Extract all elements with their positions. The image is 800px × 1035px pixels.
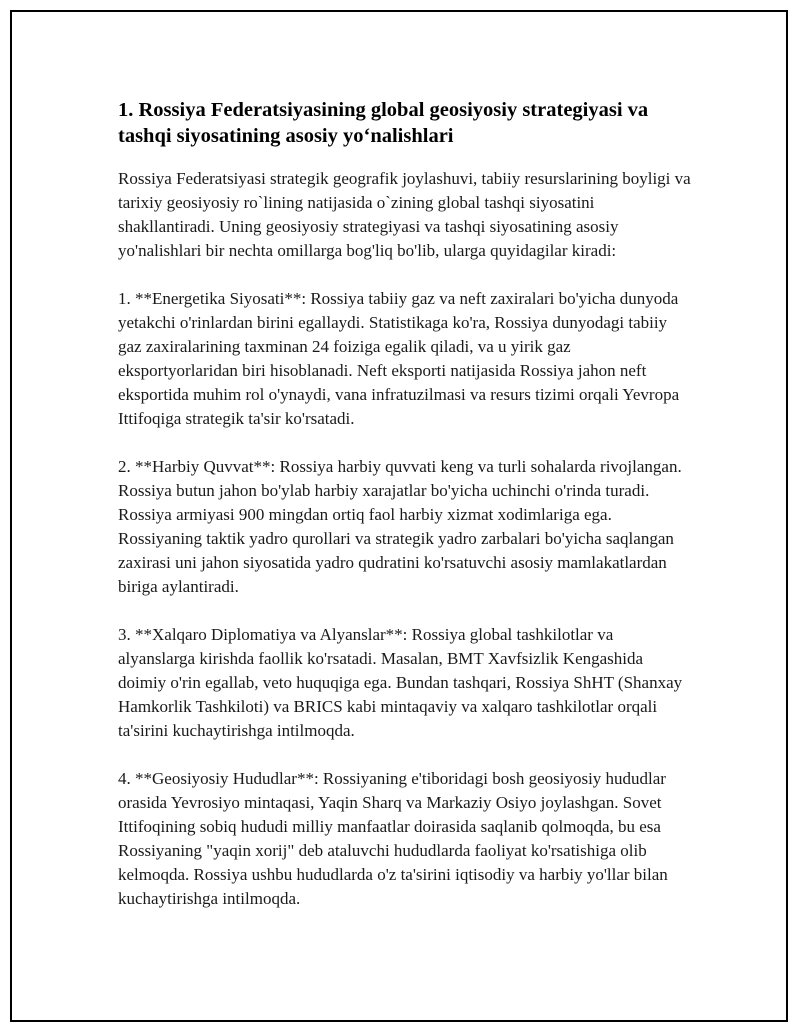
- section-heading: 1. Rossiya Federatsiyasining global geosiyosiy strategiyasi va tashqi siyosatining asosiy yo‘nalishlari: [118, 99, 649, 147]
- paragraph-military-power: 2. **Harbiy Quvvat**: Rossiya harbiy quvvati keng va turli sohalarda rivojlangan. Rossiya butun jahon bo'ylab harbiy xarajatlar bo'yicha uchinchi o'rinda turadi. Rossiya armiyasi 900 mingdan ortiq faol harbiy xizmat xodimlariga ega. Rossiyaning taktik yadro qurollari va strategik yadro zarbalari bo'yicha saqlangan zaxirasi uni jahon siyosatida yadro qudratini ko'rsatuvchi asosiy mamlakatlardan biriga aylantiradi.: [118, 457, 682, 596]
- paragraph-diplomacy-alliances: 3. **Xalqaro Diplomatiya va Alyanslar**: Rossiya global tashkilotlar va alyanslarga kirishda faollik ko'rsatadi. Masalan, BMT Xavfsizlik Kengashida doimiy o'rin egallab, veto huquqiga ega. Bundan tashqari, Rossiya ShHT (Shanxay Hamkorlik Tashkiloti) va BRICS kabi mintaqaviy va xalqaro tashkilotlar orqali ta'sirini kuchaytirishga intilmoqda.: [118, 625, 683, 740]
- paragraph-geopolitical-regions: 4. **Geosiyosiy Hududlar**: Rossiyaning e'tiboridagi bosh geosiyosiy hududlar orasida Yevrosiyo mintaqasi, Yaqin Sharq va Markaziy Osiyo joylashgan. Sovet Ittifoqining sobiq hududi milliy manfaatlar doirasida saqlanib qolmoqda, bu esa Rossiyaning "yaqin xorij" deb ataluvchi hududlarda faoliyat ko'rsatishiga olib kelmoqda. Rossiya ushbu hududlarda o'z ta'sirini iqtisodiy va harbiy yo'llar bilan kuchaytirishga intilmoqda.: [118, 769, 668, 908]
- document-page: [10, 10, 788, 1022]
- paragraph-energy-policy: 1. **Energetika Siyosati**: Rossiya tabiiy gaz va neft zaxiralari bo'yicha dunyoda yetakchi o'rinlardan birini egallaydi. Statistikaga ko'ra, Rossiya dunyodagi tabiiy gaz zaxiralarining taxminan 24 foiziga egalik qiladi, va u yirik gaz eksportyorlaridan biri hisoblanadi. Neft eksporti natijasida Rossiya jahon neft eksportida muhim rol o'ynaydi, vana infratuzilmasi va resurs tizimi orqali Yevropa Ittifoqiga strategik ta'sir ko'rsatadi.: [118, 289, 680, 428]
- document-body: [118, 97, 694, 935]
- intro-paragraph: Rossiya Federatsiyasi strategik geografik joylashuvi, tabiiy resurslarining boyligi va tarixiy geosiyosiy ro`lining natijasida o`zining global tashqi siyosatini shakllantiradi. Uning geosiyosiy strategiyasi va tashqi siyosatining asosiy yo'nalishlari bir nechta omillarga bog'liq bo'lib, ularga quyidagilar kiradi:: [118, 169, 691, 260]
